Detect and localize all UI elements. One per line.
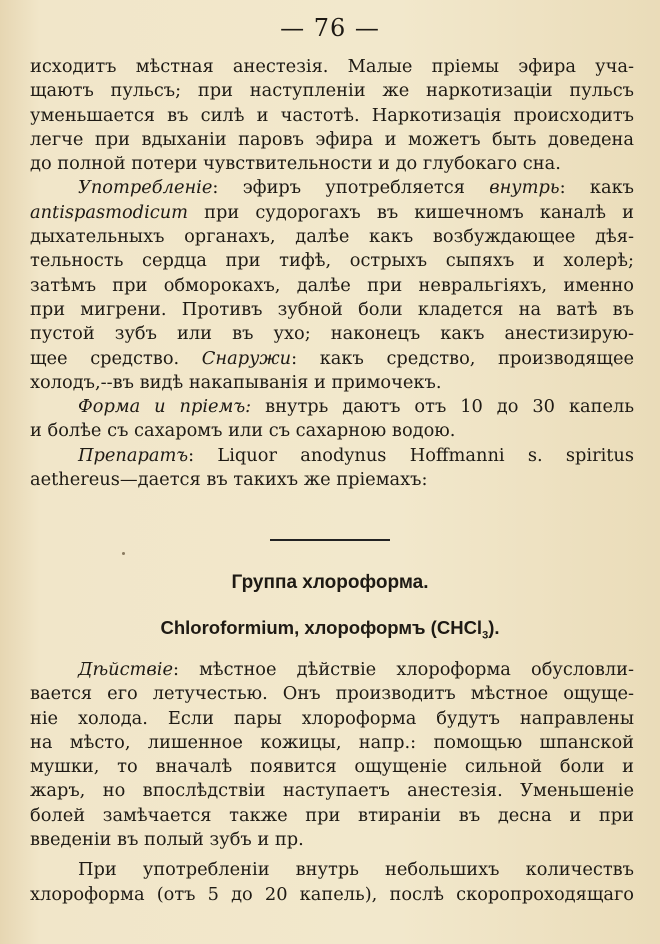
text-fragment: внутрь даютъ отъ 10 до 30 капель: [251, 396, 635, 418]
text-line: введеніи въ полый зубъ и пр.: [30, 829, 304, 851]
action-label: Дѣйствіе: [78, 659, 173, 680]
text-fragment: : какъ средство, производящее: [291, 347, 634, 369]
text-fragment: : мѣстное дѣйствіе хлороформа обусловли-: [172, 659, 634, 680]
prep-label: Препаратъ: [78, 444, 189, 466]
text-line: болей замѣчается также при втираніи въ десна и при: [30, 804, 634, 826]
paper-speck: [122, 552, 125, 555]
substance-heading: [0, 617, 660, 642]
text-line: При употребленіи внутрь небольшихъ количествъ: [78, 859, 634, 881]
form-label: Форма и пріемъ:: [78, 396, 252, 418]
text-line: мушки, то вначалѣ появится ощущеніе сильной боли и: [30, 756, 634, 778]
use-paragraph-first-line: [30, 176, 634, 200]
text-line: дыхательныхъ органахъ, далѣе какъ возбуждающее дѣя-: [30, 226, 634, 248]
latin-term: antispasmodicum: [30, 201, 189, 223]
text-line: пустой зубъ или въ ухо; наконецъ какъ анестизирую-: [30, 323, 634, 345]
ether-text-block: [30, 55, 634, 492]
text-line: уменьшается въ силѣ и частотѣ. Наркотизація происходитъ: [30, 104, 634, 126]
chemical-formula: CHCl: [436, 617, 483, 638]
form-paragraph-first-line: [30, 395, 634, 419]
prep-paragraph-first-line: [30, 444, 634, 468]
text-line: затѣмъ при обморокахъ, далѣе при невральгіяхъ, именно: [30, 274, 634, 296]
text-line: исходитъ мѣстная анестезія. Малые пріемы эфира уча-: [30, 56, 634, 77]
text-line: при мигрени. Противъ зубной боли кладется на ватѣ въ: [30, 298, 634, 320]
text-line: легче при вдыханіи паровъ эфира и можетъ быть доведена: [30, 128, 634, 150]
inside-term: внутрь: [489, 177, 560, 199]
text-line: жаръ, но впослѣдствіи наступаетъ анестезія. Уменьшеніе: [30, 780, 634, 802]
text-line: ніе холода. Если пары хлороформа будутъ направлены: [30, 707, 634, 729]
text-fragment: : какъ: [559, 177, 634, 199]
heading-close: ).: [488, 617, 500, 638]
group-heading: Группа хлороформа.: [231, 572, 429, 593]
text-line: холодъ,--въ видѣ накапыванія и примочекъ.: [30, 371, 442, 393]
text-fragment: : эфиръ употребляется: [212, 177, 465, 199]
text-fragment: при судорогахъ въ кишечномъ каналѣ и: [188, 201, 634, 223]
text-line: вается его летучестью. Онъ производитъ мѣстное ощуще-: [30, 683, 634, 705]
text-line: [30, 201, 634, 225]
use-label: Употребленіе: [78, 177, 213, 199]
chloroform-text-block: [30, 658, 634, 907]
section-divider: [270, 539, 390, 541]
text-line: aethereus—дается въ такихъ же пріемахъ:: [30, 469, 428, 491]
formula-subscript: 3: [482, 629, 489, 642]
text-fragment: : Liquor anodynus Hoffmanni s. spiritus: [188, 444, 634, 466]
text-line: хлороформа (отъ 5 до 20 капель), послѣ скоропроходящаго: [30, 883, 634, 905]
text-line: щаютъ пульсъ; при наступленіи же наркотизаціи пульсъ: [30, 80, 634, 102]
text-line: до полной потери чувствительности и до глубокаго сна.: [30, 153, 561, 175]
text-line: [30, 347, 634, 371]
page-number: — 76 —: [280, 14, 380, 42]
text-line: на мѣсто, лишенное кожицы, напр.: помощью шпанской: [30, 731, 634, 753]
heading-text: Chloroformium, хлороформъ (: [160, 617, 437, 638]
outside-term: Снаружи: [201, 347, 292, 369]
text-line: тельность сердца при тифѣ, острыхъ сыпяхъ и холерѣ;: [30, 250, 634, 272]
text-line: и болѣе съ сахаромъ или съ сахарною водою.: [30, 420, 456, 442]
text-fragment: щее средство.: [30, 347, 202, 369]
action-paragraph-first-line: [30, 658, 634, 682]
